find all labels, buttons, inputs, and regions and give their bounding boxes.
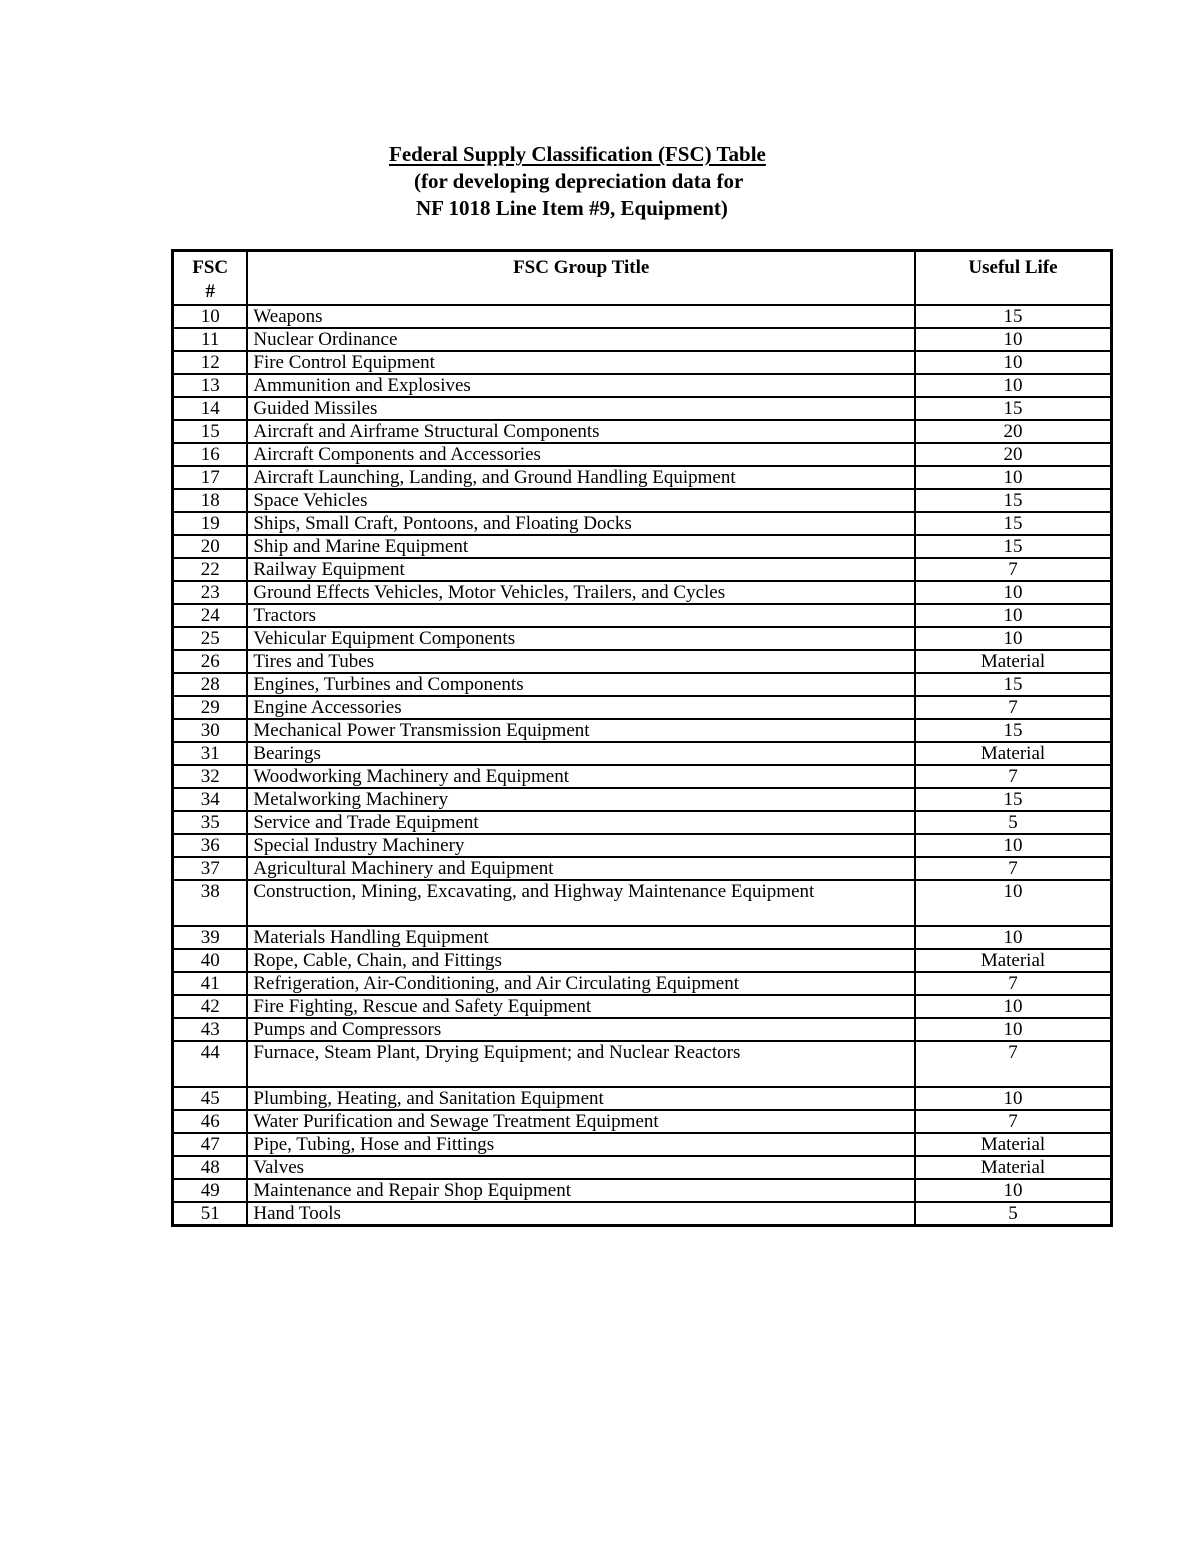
useful-life-cell: 15 <box>915 673 1112 696</box>
table-row <box>173 926 1112 949</box>
fsc-number-cell: 48 <box>173 1156 248 1179</box>
group-title-cell: Weapons <box>247 305 915 328</box>
useful-life-cell: 10 <box>915 1179 1112 1202</box>
group-title-cell: Furnace, Steam Plant, Drying Equipment; and Nuclear Reactors <box>247 1041 915 1087</box>
group-title-cell: Ship and Marine Equipment <box>247 535 915 558</box>
group-title-cell: Aircraft Components and Accessories <box>247 443 915 466</box>
fsc-number-cell: 23 <box>173 581 248 604</box>
table-row <box>173 1087 1112 1110</box>
useful-life-cell: 7 <box>915 1041 1112 1087</box>
table-row <box>173 972 1112 995</box>
group-title-cell: Tires and Tubes <box>247 650 915 673</box>
table-row <box>173 696 1112 719</box>
fsc-number-cell: 13 <box>173 374 248 397</box>
useful-life-cell: Material <box>915 949 1112 972</box>
useful-life-cell: 15 <box>915 489 1112 512</box>
useful-life-cell: 10 <box>915 604 1112 627</box>
table-row <box>173 305 1112 328</box>
table-row <box>173 1179 1112 1202</box>
table-row <box>173 443 1112 466</box>
useful-life-cell: 7 <box>915 696 1112 719</box>
fsc-number-cell: 20 <box>173 535 248 558</box>
table-row <box>173 535 1112 558</box>
table-row <box>173 765 1112 788</box>
useful-life-cell: 7 <box>915 558 1112 581</box>
table-header-row <box>173 251 1112 306</box>
useful-life-cell: 7 <box>915 857 1112 880</box>
fsc-number-cell: 40 <box>173 949 248 972</box>
fsc-number-cell: 29 <box>173 696 248 719</box>
table-row <box>173 420 1112 443</box>
fsc-number-cell: 45 <box>173 1087 248 1110</box>
group-title-cell: Special Industry Machinery <box>247 834 915 857</box>
table-row <box>173 880 1112 926</box>
useful-life-cell: 7 <box>915 972 1112 995</box>
fsc-number-cell: 25 <box>173 627 248 650</box>
table-row <box>173 1018 1112 1041</box>
column-header-fsc-label: FSC <box>192 257 229 278</box>
fsc-number-cell: 10 <box>173 305 248 328</box>
fsc-number-cell: 43 <box>173 1018 248 1041</box>
table-row <box>173 719 1112 742</box>
fsc-number-cell: 30 <box>173 719 248 742</box>
table-row <box>173 949 1112 972</box>
useful-life-cell: 15 <box>915 788 1112 811</box>
group-title-cell: Service and Trade Equipment <box>247 811 915 834</box>
useful-life-cell: 10 <box>915 581 1112 604</box>
group-title-cell: Agricultural Machinery and Equipment <box>247 857 915 880</box>
table-row <box>173 995 1112 1018</box>
fsc-number-cell: 22 <box>173 558 248 581</box>
useful-life-cell: 15 <box>915 305 1112 328</box>
table-row <box>173 351 1112 374</box>
group-title-cell: Water Purification and Sewage Treatment Equipment <box>247 1110 915 1133</box>
fsc-number-cell: 34 <box>173 788 248 811</box>
table-row <box>173 1110 1112 1133</box>
group-title-cell: Woodworking Machinery and Equipment <box>247 765 915 788</box>
fsc-number-cell: 14 <box>173 397 248 420</box>
fsc-number-cell: 37 <box>173 857 248 880</box>
useful-life-cell: 10 <box>915 466 1112 489</box>
group-title-cell: Fire Fighting, Rescue and Safety Equipment <box>247 995 915 1018</box>
table-row <box>173 604 1112 627</box>
group-title-cell: Nuclear Ordinance <box>247 328 915 351</box>
useful-life-cell: 10 <box>915 374 1112 397</box>
useful-life-cell: Material <box>915 1133 1112 1156</box>
group-title-cell: Pipe, Tubing, Hose and Fittings <box>247 1133 915 1156</box>
title-line-reference: NF 1018 Line Item #9, Equipment) <box>416 196 728 220</box>
fsc-number-cell: 11 <box>173 328 248 351</box>
table-row <box>173 627 1112 650</box>
fsc-number-cell: 15 <box>173 420 248 443</box>
group-title-cell: Valves <box>247 1156 915 1179</box>
fsc-number-cell: 44 <box>173 1041 248 1087</box>
useful-life-cell: 10 <box>915 880 1112 926</box>
useful-life-cell: 10 <box>915 995 1112 1018</box>
group-title-cell: Aircraft and Airframe Structural Components <box>247 420 915 443</box>
group-title-cell: Ground Effects Vehicles, Motor Vehicles, Trailers, and Cycles <box>247 581 915 604</box>
group-title-cell: Ships, Small Craft, Pontoons, and Floating Docks <box>247 512 915 535</box>
group-title-cell: Pumps and Compressors <box>247 1018 915 1041</box>
table-row <box>173 1041 1112 1087</box>
table-row <box>173 1133 1112 1156</box>
fsc-number-cell: 46 <box>173 1110 248 1133</box>
table-row <box>173 742 1112 765</box>
table-row <box>173 834 1112 857</box>
table-row <box>173 328 1112 351</box>
group-title-cell: Space Vehicles <box>247 489 915 512</box>
table-row <box>173 581 1112 604</box>
title-line-subtitle: (for developing depreciation data for <box>414 169 744 193</box>
group-title-cell: Engine Accessories <box>247 696 915 719</box>
group-title-cell: Bearings <box>247 742 915 765</box>
group-title-cell: Rope, Cable, Chain, and Fittings <box>247 949 915 972</box>
table-row <box>173 397 1112 420</box>
fsc-number-cell: 39 <box>173 926 248 949</box>
fsc-number-cell: 26 <box>173 650 248 673</box>
table-body <box>173 305 1112 1226</box>
useful-life-cell: 10 <box>915 926 1112 949</box>
fsc-number-cell: 35 <box>173 811 248 834</box>
column-header-group-title: FSC Group Title <box>247 251 915 306</box>
table-row <box>173 558 1112 581</box>
fsc-number-cell: 49 <box>173 1179 248 1202</box>
fsc-number-cell: 16 <box>173 443 248 466</box>
useful-life-cell: 5 <box>915 1202 1112 1226</box>
table-row <box>173 788 1112 811</box>
group-title-cell: Engines, Turbines and Components <box>247 673 915 696</box>
group-title-cell: Plumbing, Heating, and Sanitation Equipment <box>247 1087 915 1110</box>
useful-life-cell: 10 <box>915 1087 1112 1110</box>
table-row <box>173 1156 1112 1179</box>
column-header-useful-life: Useful Life <box>915 251 1112 306</box>
fsc-number-cell: 51 <box>173 1202 248 1226</box>
table-row <box>173 673 1112 696</box>
group-title-cell: Guided Missiles <box>247 397 915 420</box>
column-header-number-sign: # <box>205 281 215 302</box>
fsc-number-cell: 17 <box>173 466 248 489</box>
table-row <box>173 489 1112 512</box>
group-title-cell: Maintenance and Repair Shop Equipment <box>247 1179 915 1202</box>
fsc-number-cell: 41 <box>173 972 248 995</box>
table-row <box>173 811 1112 834</box>
useful-life-cell: Material <box>915 742 1112 765</box>
fsc-number-cell: 36 <box>173 834 248 857</box>
useful-life-cell: Material <box>915 650 1112 673</box>
useful-life-cell: 20 <box>915 443 1112 466</box>
table-row <box>173 1202 1112 1226</box>
useful-life-cell: 15 <box>915 535 1112 558</box>
fsc-table <box>171 249 1113 1227</box>
useful-life-cell: 15 <box>915 512 1112 535</box>
fsc-number-cell: 12 <box>173 351 248 374</box>
group-title-cell: Aircraft Launching, Landing, and Ground Handling Equipment <box>247 466 915 489</box>
fsc-number-cell: 38 <box>173 880 248 926</box>
column-header-fsc-number <box>173 251 248 306</box>
useful-life-cell: 10 <box>915 328 1112 351</box>
useful-life-cell: 5 <box>915 811 1112 834</box>
group-title-cell: Vehicular Equipment Components <box>247 627 915 650</box>
useful-life-cell: 7 <box>915 1110 1112 1133</box>
fsc-number-cell: 19 <box>173 512 248 535</box>
useful-life-cell: 10 <box>915 351 1112 374</box>
group-title-cell: Ammunition and Explosives <box>247 374 915 397</box>
group-title-cell: Mechanical Power Transmission Equipment <box>247 719 915 742</box>
group-title-cell: Tractors <box>247 604 915 627</box>
group-title-cell: Materials Handling Equipment <box>247 926 915 949</box>
table-row <box>173 466 1112 489</box>
fsc-number-cell: 31 <box>173 742 248 765</box>
group-title-cell: Railway Equipment <box>247 558 915 581</box>
group-title-cell: Construction, Mining, Excavating, and Highway Maintenance Equipment <box>247 880 915 926</box>
table-row <box>173 374 1112 397</box>
fsc-number-cell: 24 <box>173 604 248 627</box>
fsc-number-cell: 47 <box>173 1133 248 1156</box>
useful-life-cell: 15 <box>915 397 1112 420</box>
document-title <box>0 141 1200 222</box>
fsc-number-cell: 28 <box>173 673 248 696</box>
title-line-main: Federal Supply Classification (FSC) Table <box>389 142 766 166</box>
fsc-number-cell: 32 <box>173 765 248 788</box>
group-title-cell: Fire Control Equipment <box>247 351 915 374</box>
group-title-cell: Refrigeration, Air-Conditioning, and Air Circulating Equipment <box>247 972 915 995</box>
fsc-number-cell: 18 <box>173 489 248 512</box>
table-row <box>173 857 1112 880</box>
table-row <box>173 650 1112 673</box>
useful-life-cell: 7 <box>915 765 1112 788</box>
useful-life-cell: 15 <box>915 719 1112 742</box>
group-title-cell: Metalworking Machinery <box>247 788 915 811</box>
useful-life-cell: 10 <box>915 1018 1112 1041</box>
useful-life-cell: Material <box>915 1156 1112 1179</box>
group-title-cell: Hand Tools <box>247 1202 915 1226</box>
table-row <box>173 512 1112 535</box>
useful-life-cell: 10 <box>915 627 1112 650</box>
fsc-number-cell: 42 <box>173 995 248 1018</box>
useful-life-cell: 20 <box>915 420 1112 443</box>
useful-life-cell: 10 <box>915 834 1112 857</box>
